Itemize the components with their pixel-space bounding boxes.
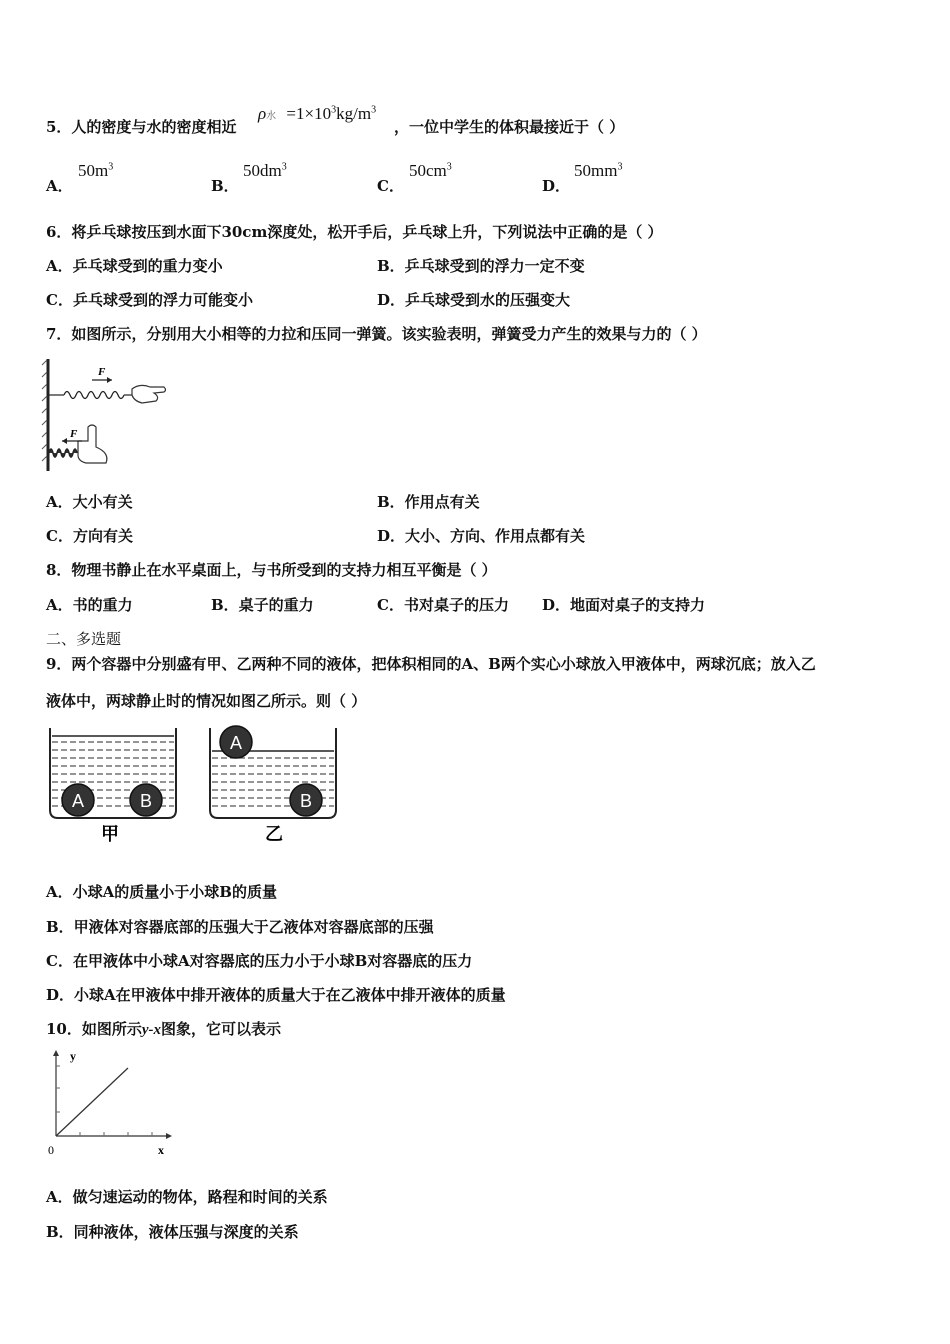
- q10-graph-figure: [40, 1046, 180, 1161]
- q5-formula: [258, 104, 376, 124]
- q5-option-c-label: C．: [377, 177, 404, 195]
- bottom-force-label: F: [70, 428, 78, 440]
- q7-stem: 7．如图所示，分别用大小相等的力拉和压同一弹簧。该实验表明，弹簧受力产生的效果与力的（ ）: [46, 325, 707, 343]
- q5-formula-value: =1×10: [286, 104, 332, 123]
- q10-stem-var: y-x: [141, 1022, 162, 1038]
- q5-rho-sub: 水: [266, 111, 277, 122]
- q10-stem-after: 图象，它可以表示: [161, 1020, 282, 1038]
- q5-option-d-value: $50mm^3$: [574, 161, 623, 180]
- pushing-hand-icon: [78, 425, 107, 463]
- q8-option-c: C．书对桌子的压力: [377, 596, 509, 614]
- q9-option-b: B．甲液体对容器底部的压强大于乙液体对容器底部的压强: [46, 918, 434, 936]
- top-force-arrow-icon: [107, 377, 112, 383]
- x-axis-label: x: [158, 1143, 164, 1157]
- q7-spring-figure: [40, 355, 170, 475]
- q6-stem: 6．将乒乓球按压到水面下30cm深度处，松开手后，乒乓球上升，下列说法中正确的是（ ）: [46, 223, 663, 241]
- q9-option-a: A．小球A的质量小于小球B的质量: [46, 883, 277, 901]
- pulling-hand-icon: [132, 385, 166, 403]
- top-force-label: F: [98, 366, 106, 378]
- q7-option-a: A．大小有关: [46, 493, 133, 511]
- q8-option-b: B．桌子的重力: [211, 596, 314, 614]
- origin-label: 0: [48, 1143, 54, 1157]
- q5-formula-exp: 3: [331, 104, 337, 116]
- q5-formula-unit-exp: 3: [371, 104, 377, 116]
- q6-option-d: D．乒乓球受到水的压强变大: [377, 291, 571, 309]
- x-axis-arrow-icon: [166, 1133, 172, 1139]
- q6-option-a: A．乒乓球受到的重力变小: [46, 257, 223, 275]
- label-left: 甲: [101, 824, 119, 845]
- q10-option-a: A．做匀速运动的物体，路程和时间的关系: [46, 1188, 328, 1206]
- q5-option-a-value: $50m^3$: [78, 161, 114, 180]
- q8-stem: 8．物理书静止在水平桌面上，与书所受到的支持力相互平衡是（ ）: [46, 561, 497, 579]
- q7-option-b: B．作用点有关: [377, 493, 480, 511]
- compressed-spring: [49, 449, 77, 457]
- ball-a-right-label: A: [229, 733, 243, 753]
- q7-option-d: D．大小、方向、作用点都有关: [377, 527, 586, 545]
- q9-containers-figure: [44, 718, 344, 848]
- q9-stem-line1: 9．两个容器中分别盛有甲、乙两种不同的液体，把体积相同的A、B两个实心小球放入甲液体中，两球沉底；放入乙: [46, 655, 816, 673]
- label-right: 乙: [265, 824, 283, 845]
- ball-b-left-label: B: [139, 791, 153, 811]
- q5-option-b-label: B．: [211, 177, 239, 195]
- q9-option-d: D．小球A在甲液体中排开液体的质量大于在乙液体中排开液体的质量: [46, 986, 506, 1004]
- q5-formula-unit: kg/m: [336, 104, 372, 123]
- q6-option-b: B．乒乓球受到的浮力一定不变: [377, 257, 585, 275]
- q10-stem: [46, 1018, 281, 1039]
- q5-rho: ρ: [258, 104, 267, 123]
- ball-a-left-label: A: [71, 791, 85, 811]
- q5-option-d-label: D．: [542, 177, 571, 195]
- q5-stem: [46, 116, 236, 137]
- q5-option-b-value: $50dm^3$: [243, 161, 287, 180]
- stretched-spring: [64, 392, 124, 399]
- q5-stem-after: ，一位中学生的体积最接近于（ ）: [394, 118, 625, 136]
- q5-stem-before: 5．人的密度与水的密度相近: [46, 118, 237, 136]
- q9-stem-line2: 液体中，两球静止时的情况如图乙所示。则（ ）: [46, 692, 367, 710]
- q5-option-a-label: A．: [46, 177, 73, 195]
- section-heading: 二、多选题: [46, 630, 122, 648]
- q7-option-c: C．方向有关: [46, 527, 133, 545]
- q9-option-c: C．在甲液体中小球A对容器底的压力小于小球B对容器底的压力: [46, 952, 473, 970]
- y-axis-label: y: [70, 1049, 76, 1063]
- q5-option-c-value: $50cm^3$: [409, 161, 452, 180]
- y-axis-arrow-icon: [53, 1050, 59, 1056]
- ball-b-right-label: B: [299, 791, 313, 811]
- q10-stem-before: 10．如图所示: [46, 1020, 142, 1038]
- proportional-line: [56, 1068, 128, 1136]
- q8-option-d: D．地面对桌子的支持力: [542, 596, 706, 614]
- bottom-force-arrow-icon: [62, 438, 67, 444]
- q10-option-b: B．同种液体，液体压强与深度的关系: [46, 1223, 299, 1241]
- q6-option-c: C．乒乓球受到的浮力可能变小: [46, 291, 253, 309]
- q8-option-a: A．书的重力: [46, 596, 133, 614]
